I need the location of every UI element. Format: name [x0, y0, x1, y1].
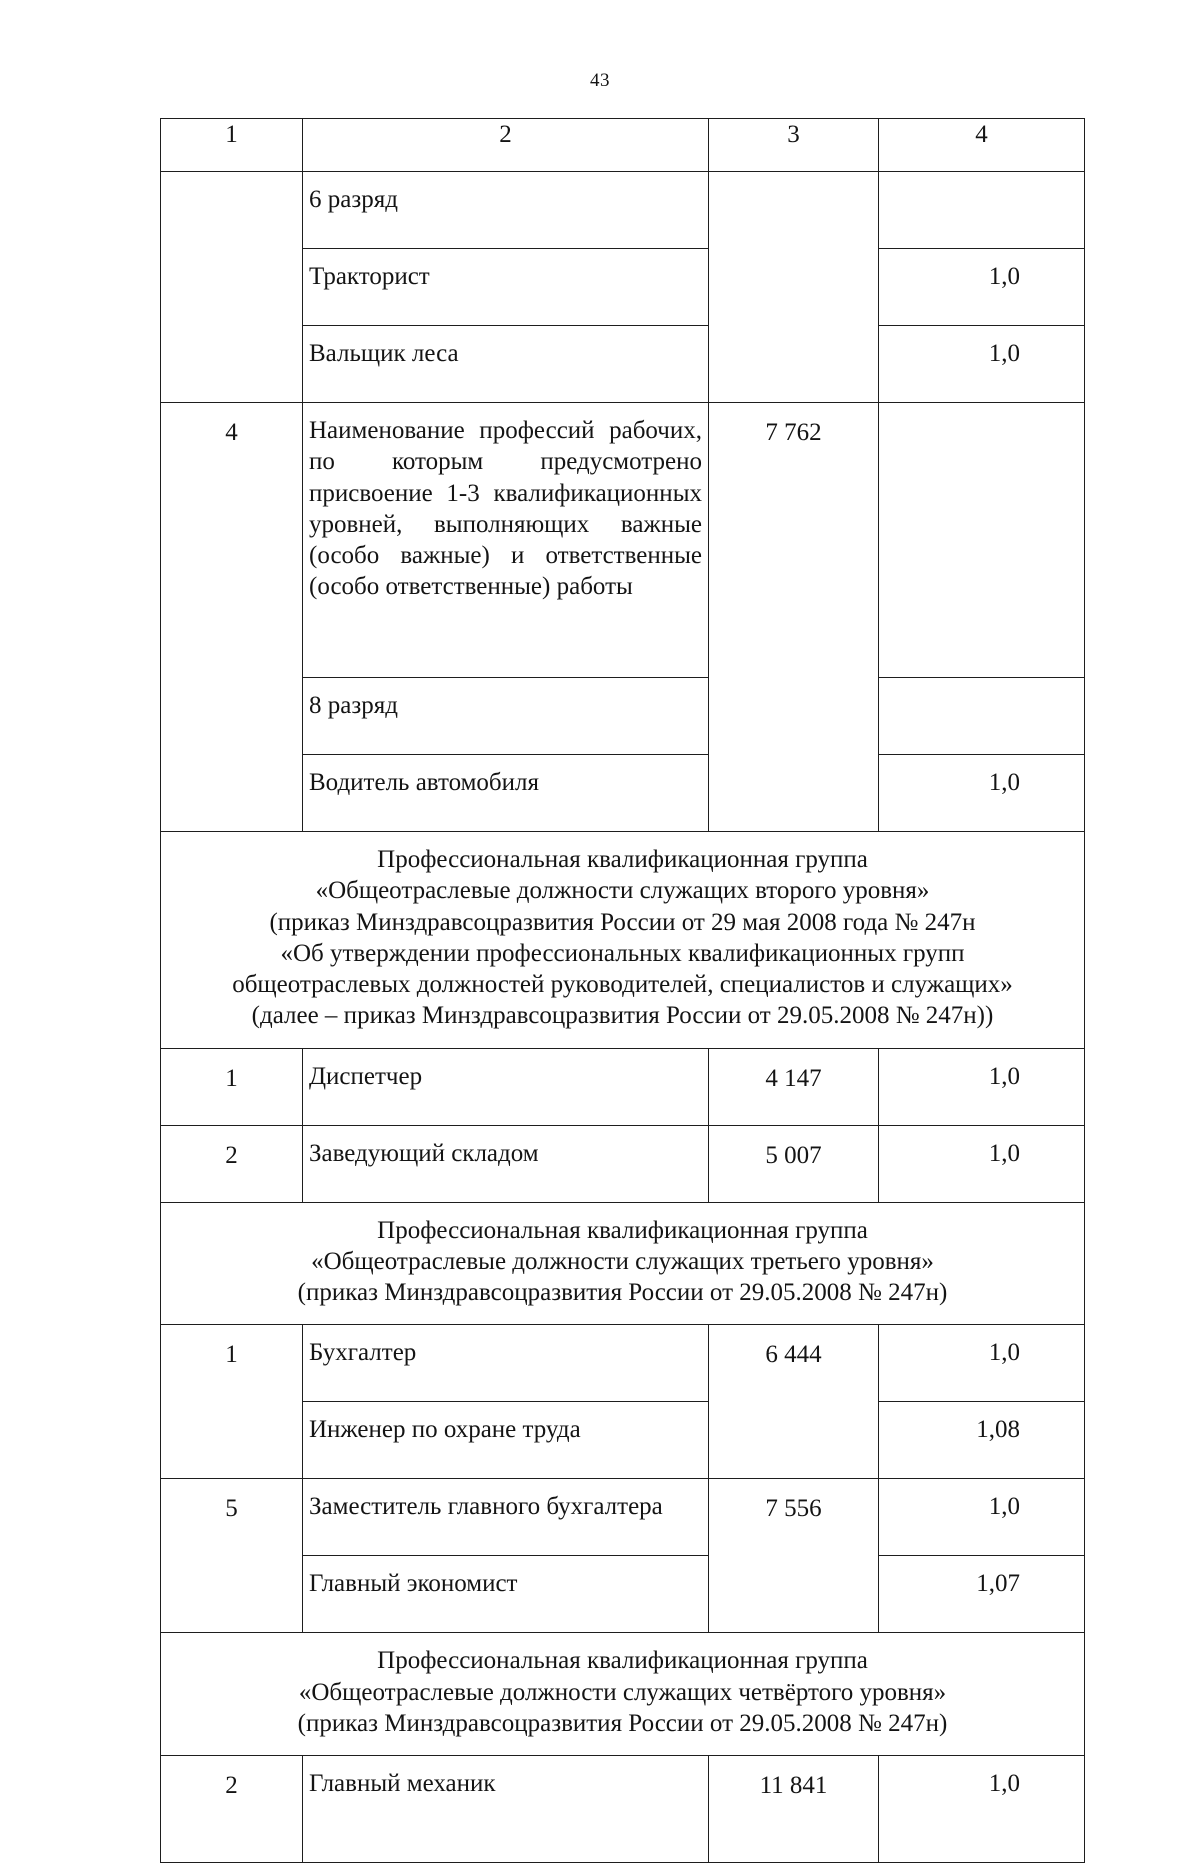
level-number: 5: [161, 1479, 303, 1633]
group-heading: [161, 1633, 1085, 1756]
level-number: 1: [161, 1325, 303, 1479]
profession-name: 6 разряд: [303, 172, 709, 249]
coefficient-cell: 1,07: [879, 1556, 1085, 1633]
coefficient-cell: [879, 678, 1085, 755]
salary-value: 11 841: [709, 1756, 879, 1863]
position-name: Главный экономист: [303, 1556, 709, 1633]
coefficient-cell: 1,0: [879, 1125, 1085, 1202]
column-header-3: 3: [709, 119, 879, 172]
table-row: [161, 1479, 1085, 1556]
group-heading-line: общеотраслевых должностей руководителей, специалистов и служащих»: [232, 971, 1013, 998]
coefficient-cell: [879, 172, 1085, 249]
group-heading-row: [161, 1633, 1085, 1756]
salary-value: 6 444: [709, 1325, 879, 1479]
group-heading-row: [161, 1202, 1085, 1325]
coefficient-cell: 1,0: [879, 1756, 1085, 1863]
position-name: Инженер по охране труда: [303, 1402, 709, 1479]
coefficient-cell: 1,0: [879, 1479, 1085, 1556]
profession-name: Водитель автомобиля: [303, 755, 709, 832]
group-heading-line: Профессиональная квалификационная группа: [377, 1647, 868, 1675]
salary-value: 4 147: [709, 1048, 879, 1125]
coefficient-cell: 1,0: [879, 1325, 1085, 1402]
salary-cell: [709, 172, 879, 403]
salary-value: 7 762: [709, 403, 879, 832]
group-heading-line: (приказ Минздравсоцразвития России от 29.05.2008 № 247н): [297, 1279, 948, 1306]
table-row: [161, 172, 1085, 249]
group-heading-line: (далее – приказ Минздравсоцразвития России от 29.05.2008 № 247н)): [251, 1002, 994, 1030]
table-row: [161, 1325, 1085, 1402]
group-heading-line: (приказ Минздравсоцразвития России от 29.05.2008 № 247н): [297, 1709, 948, 1737]
position-name: Диспетчер: [303, 1048, 709, 1125]
coefficient-cell: 1,0: [879, 1048, 1085, 1125]
level-cell: [161, 172, 303, 403]
level-number: 2: [161, 1756, 303, 1863]
column-header-1: 1: [161, 119, 303, 172]
level-number: 1: [161, 1048, 303, 1125]
group-heading-line: «Общеотраслевые должности служащих второго уровня»: [315, 877, 930, 905]
group-heading-line: Профессиональная квалификационная группа: [377, 846, 868, 873]
coefficient-cell: [879, 403, 1085, 678]
position-name: Заместитель главного бухгалтера: [303, 1479, 709, 1556]
coefficient-cell: 1,0: [879, 326, 1085, 403]
table-header-row: [161, 119, 1085, 172]
profession-description: Наименование профессий рабочих, по которым предусмотрено присвоение 1-3 квалификационных уровней, выполняющих важные (особо важные) и ответственные (особо ответственные) работы: [303, 403, 709, 678]
group-heading: [161, 1202, 1085, 1325]
group-heading-line: «Общеотраслевые должности служащих третьего уровня»: [311, 1247, 934, 1275]
column-header-4: 4: [879, 119, 1085, 172]
table-row: [161, 1048, 1085, 1125]
coefficient-cell: 1,08: [879, 1402, 1085, 1479]
coefficient-cell: 1,0: [879, 755, 1085, 832]
table-row: [161, 1756, 1085, 1863]
coefficient-cell: 1,0: [879, 249, 1085, 326]
table-row: [161, 403, 1085, 678]
column-header-2: 2: [303, 119, 709, 172]
level-number: 4: [161, 403, 303, 832]
table-row: [161, 1125, 1085, 1202]
group-heading-line: (приказ Минздравсоцразвития России от 29 мая 2008 года № 247н: [269, 908, 976, 936]
salary-value: 5 007: [709, 1125, 879, 1202]
group-heading: [161, 832, 1085, 1049]
position-name: Главный механик: [303, 1756, 709, 1863]
level-number: 2: [161, 1125, 303, 1202]
salary-value: 7 556: [709, 1479, 879, 1633]
profession-name: Тракторист: [303, 249, 709, 326]
page-number: 43: [590, 70, 610, 91]
group-heading-line: «Об утверждении профессиональных квалификационных групп: [280, 939, 965, 967]
salary-table: [160, 118, 1085, 1863]
group-heading-line: Профессиональная квалификационная группа: [377, 1216, 868, 1244]
profession-name: Вальщик леса: [303, 326, 709, 403]
group-heading-row: [161, 832, 1085, 1049]
profession-name: 8 разряд: [303, 678, 709, 755]
group-heading-line: «Общеотраслевые должности служащих четвёртого уровня»: [298, 1678, 947, 1706]
position-name: Заведующий складом: [303, 1125, 709, 1202]
position-name: Бухгалтер: [303, 1325, 709, 1402]
